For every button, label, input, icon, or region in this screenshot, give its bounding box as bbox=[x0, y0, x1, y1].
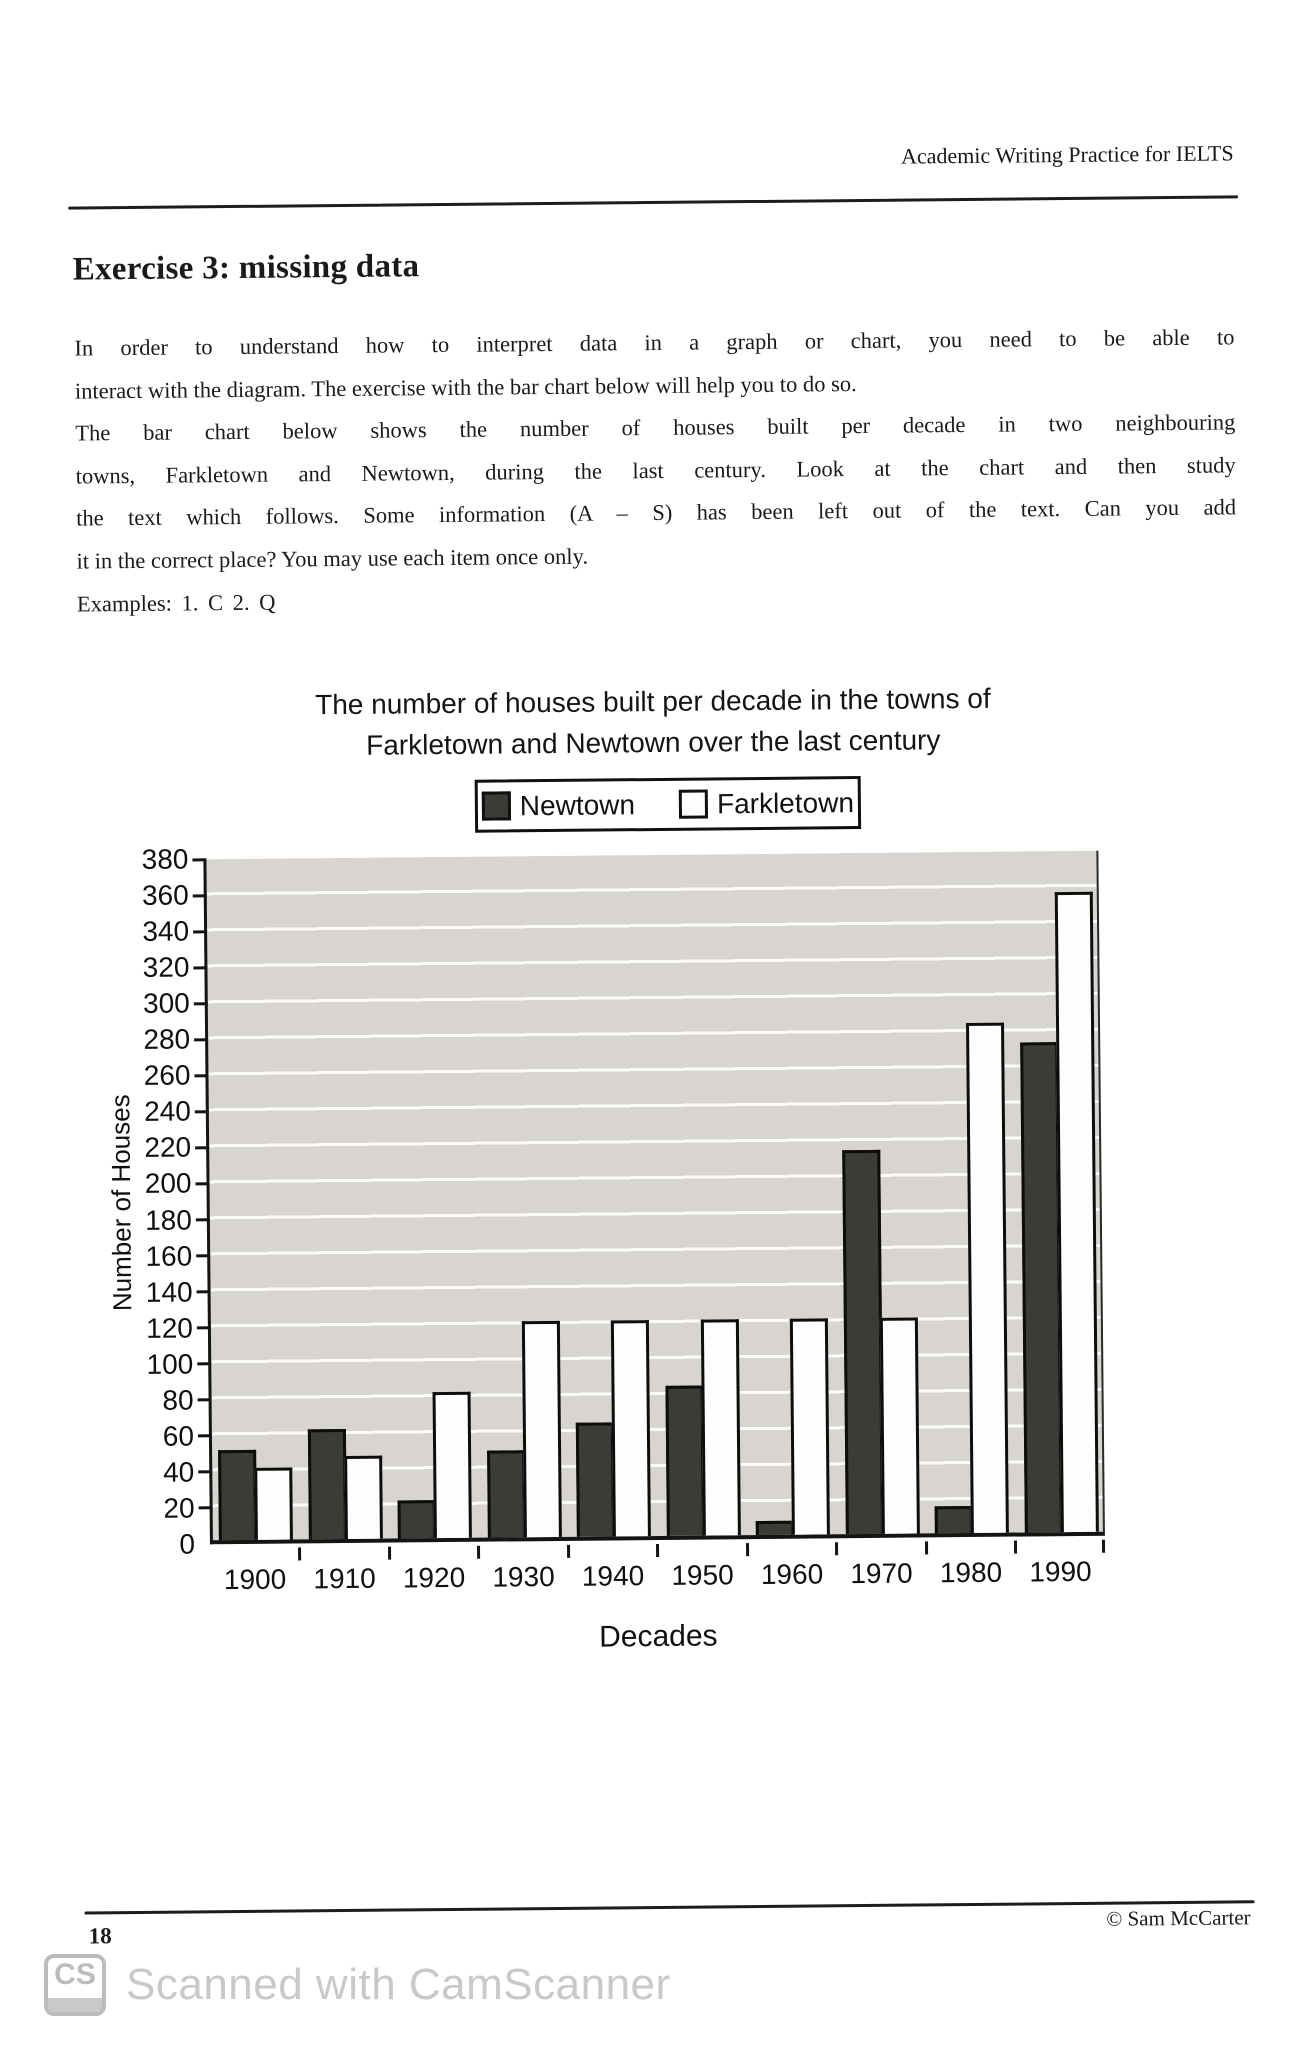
bar-newtown-1930 bbox=[487, 1450, 526, 1537]
running-header: Academic Writing Practice for IELTS bbox=[900, 140, 1234, 169]
x-tick-mark-7 bbox=[835, 1542, 838, 1555]
y-tick-mark-280 bbox=[194, 1038, 208, 1041]
y-tick-label-60: 60 bbox=[162, 1420, 195, 1452]
bar-farkletown-1970 bbox=[879, 1318, 919, 1534]
bar-farkletown-1910 bbox=[344, 1456, 383, 1539]
y-tick-label-0: 0 bbox=[179, 1528, 196, 1560]
x-axis-title: Decades bbox=[599, 1619, 718, 1654]
x-tick-mark-6 bbox=[745, 1543, 748, 1556]
camscanner-text: Scanned with CamScanner bbox=[126, 1960, 671, 2009]
y-axis-title: Number of Houses bbox=[105, 1094, 138, 1312]
intro-paragraph-line-2: interact with the diagram. The exercise with the bar chart below will help you to do so. bbox=[74, 370, 857, 404]
y-axis-labels bbox=[116, 843, 196, 1560]
legend-item-newtown bbox=[482, 789, 635, 822]
bar-newtown-1920 bbox=[398, 1500, 436, 1538]
bar-farkletown-1920 bbox=[433, 1392, 472, 1538]
plot-area bbox=[203, 851, 1105, 1545]
y-tick-mark-180 bbox=[196, 1218, 210, 1221]
bar-farkletown-1900 bbox=[254, 1468, 293, 1540]
x-tick-mark-3 bbox=[477, 1546, 480, 1559]
x-tick-mark-4 bbox=[566, 1545, 569, 1558]
y-tick-mark-40 bbox=[198, 1471, 212, 1474]
x-tick-mark-2 bbox=[388, 1547, 391, 1560]
intro-paragraph bbox=[74, 316, 1235, 412]
y-tick-label-80: 80 bbox=[162, 1384, 194, 1416]
chart-title-line-2: Farkletown and Newtown over the last century bbox=[366, 724, 941, 761]
bar-newtown-1900 bbox=[218, 1450, 257, 1540]
y-tick-mark-20 bbox=[199, 1507, 213, 1510]
bar-farkletown-1960 bbox=[790, 1318, 830, 1534]
camscanner-logo-icon: CS bbox=[44, 1954, 106, 2016]
y-tick-label-320: 320 bbox=[142, 951, 190, 984]
plot-wrap bbox=[203, 851, 1105, 1545]
bar-farkletown-1990 bbox=[1054, 892, 1098, 1532]
y-tick-label-160: 160 bbox=[145, 1240, 193, 1272]
x-tick-label-1910: 1910 bbox=[313, 1562, 376, 1595]
intro-paragraph-line-1: In order to understand how to interpret data in a graph or chart, you need to be able to bbox=[74, 324, 1235, 361]
y-tick-mark-140 bbox=[197, 1290, 211, 1293]
bar-newtown-1940 bbox=[576, 1422, 615, 1536]
legend-label-farkletown: Farkletown bbox=[716, 786, 855, 819]
legend-item-farkletown bbox=[679, 787, 854, 821]
x-tick-label-1900: 1900 bbox=[223, 1563, 287, 1596]
task-paragraph-line-3: the text which follows. Some information (A – S) has been left out of the text. Can you add bbox=[75, 494, 1237, 531]
y-tick-mark-60 bbox=[198, 1435, 212, 1438]
legend-label-newtown: Newtown bbox=[519, 788, 636, 821]
y-tick-label-140: 140 bbox=[145, 1276, 193, 1308]
x-tick-label-1950: 1950 bbox=[671, 1559, 734, 1591]
task-paragraph bbox=[75, 401, 1237, 582]
legend-swatch-farkletown bbox=[679, 789, 708, 818]
y-tick-label-280: 280 bbox=[143, 1023, 191, 1056]
y-tick-label-220: 220 bbox=[144, 1131, 192, 1164]
x-tick-mark-1 bbox=[298, 1547, 301, 1560]
y-tick-mark-380 bbox=[192, 858, 206, 861]
bar-newtown-1970 bbox=[842, 1150, 884, 1534]
y-tick-mark-200 bbox=[195, 1182, 209, 1185]
examples-line: Examples: 1. C 2. Q bbox=[76, 589, 276, 617]
y-tick-mark-220 bbox=[195, 1146, 209, 1149]
y-tick-mark-320 bbox=[193, 966, 207, 969]
bar-newtown-1950 bbox=[665, 1386, 704, 1536]
y-tick-mark-80 bbox=[198, 1399, 212, 1402]
y-tick-mark-100 bbox=[197, 1363, 211, 1366]
x-tick-label-1960: 1960 bbox=[760, 1558, 824, 1591]
chart-title bbox=[138, 676, 1169, 768]
y-tick-label-20: 20 bbox=[163, 1492, 195, 1524]
task-paragraph-line-1: The bar chart below shows the number of houses built per decade in two neighbouring bbox=[75, 409, 1236, 446]
legend-swatch-newtown bbox=[482, 791, 511, 820]
x-axis-labels bbox=[210, 1556, 1105, 1597]
bar-newtown-1980 bbox=[935, 1506, 973, 1533]
chart-title-line-1: The number of houses built per decade in the towns of bbox=[315, 682, 991, 721]
x-tick-mark-9 bbox=[1014, 1541, 1017, 1554]
y-tick-label-340: 340 bbox=[142, 915, 190, 948]
bar-newtown-1960 bbox=[756, 1521, 794, 1535]
y-tick-label-260: 260 bbox=[143, 1059, 191, 1092]
page-number: 18 bbox=[88, 1923, 112, 1949]
bar-farkletown-1940 bbox=[611, 1320, 651, 1536]
camscanner-watermark bbox=[44, 1954, 671, 2016]
x-tick-mark-8 bbox=[924, 1541, 927, 1554]
task-paragraph-line-4: it in the correct place? You may use each item once only. bbox=[76, 543, 589, 574]
bar-newtown-1910 bbox=[307, 1429, 346, 1539]
y-tick-label-100: 100 bbox=[146, 1348, 194, 1380]
x-tick-label-1940: 1940 bbox=[581, 1560, 645, 1592]
x-tick-label-1970: 1970 bbox=[850, 1557, 913, 1590]
y-tick-label-200: 200 bbox=[144, 1167, 192, 1200]
x-tick-label-1930: 1930 bbox=[492, 1560, 555, 1593]
bar-farkletown-1950 bbox=[700, 1319, 740, 1535]
y-tick-mark-240 bbox=[195, 1110, 209, 1113]
copyright: © Sam McCarter bbox=[1106, 1905, 1251, 1931]
legend bbox=[475, 776, 861, 833]
task-paragraph-line-2: towns, Farkletown and Newtown, during the last century. Look at the chart and then study bbox=[75, 451, 1236, 489]
y-tick-label-40: 40 bbox=[162, 1456, 195, 1488]
y-tick-label-180: 180 bbox=[144, 1203, 193, 1236]
y-tick-mark-120 bbox=[197, 1326, 211, 1329]
bar-farkletown-1980 bbox=[966, 1023, 1009, 1533]
x-tick-label-1920: 1920 bbox=[402, 1561, 466, 1594]
y-tick-label-380: 380 bbox=[141, 843, 189, 875]
y-tick-mark-300 bbox=[194, 1002, 208, 1005]
y-tick-label-300: 300 bbox=[142, 987, 190, 1020]
x-tick-label-1990: 1990 bbox=[1029, 1555, 1092, 1588]
y-tick-label-360: 360 bbox=[141, 879, 189, 911]
y-tick-label-240: 240 bbox=[143, 1095, 191, 1128]
x-tick-mark-5 bbox=[656, 1544, 659, 1557]
y-tick-mark-160 bbox=[196, 1254, 210, 1257]
y-tick-mark-360 bbox=[193, 894, 207, 897]
x-tick-label-1980: 1980 bbox=[939, 1556, 1003, 1589]
y-tick-mark-340 bbox=[193, 930, 207, 933]
y-tick-label-120: 120 bbox=[146, 1312, 194, 1344]
header-rule bbox=[68, 195, 1238, 209]
bar-farkletown-1930 bbox=[521, 1321, 561, 1537]
page-title: Exercise 3: missing data bbox=[72, 248, 420, 288]
y-tick-mark-260 bbox=[194, 1074, 208, 1077]
footer-rule bbox=[84, 1900, 1254, 1914]
x-tick-mark-10 bbox=[1102, 1540, 1105, 1553]
